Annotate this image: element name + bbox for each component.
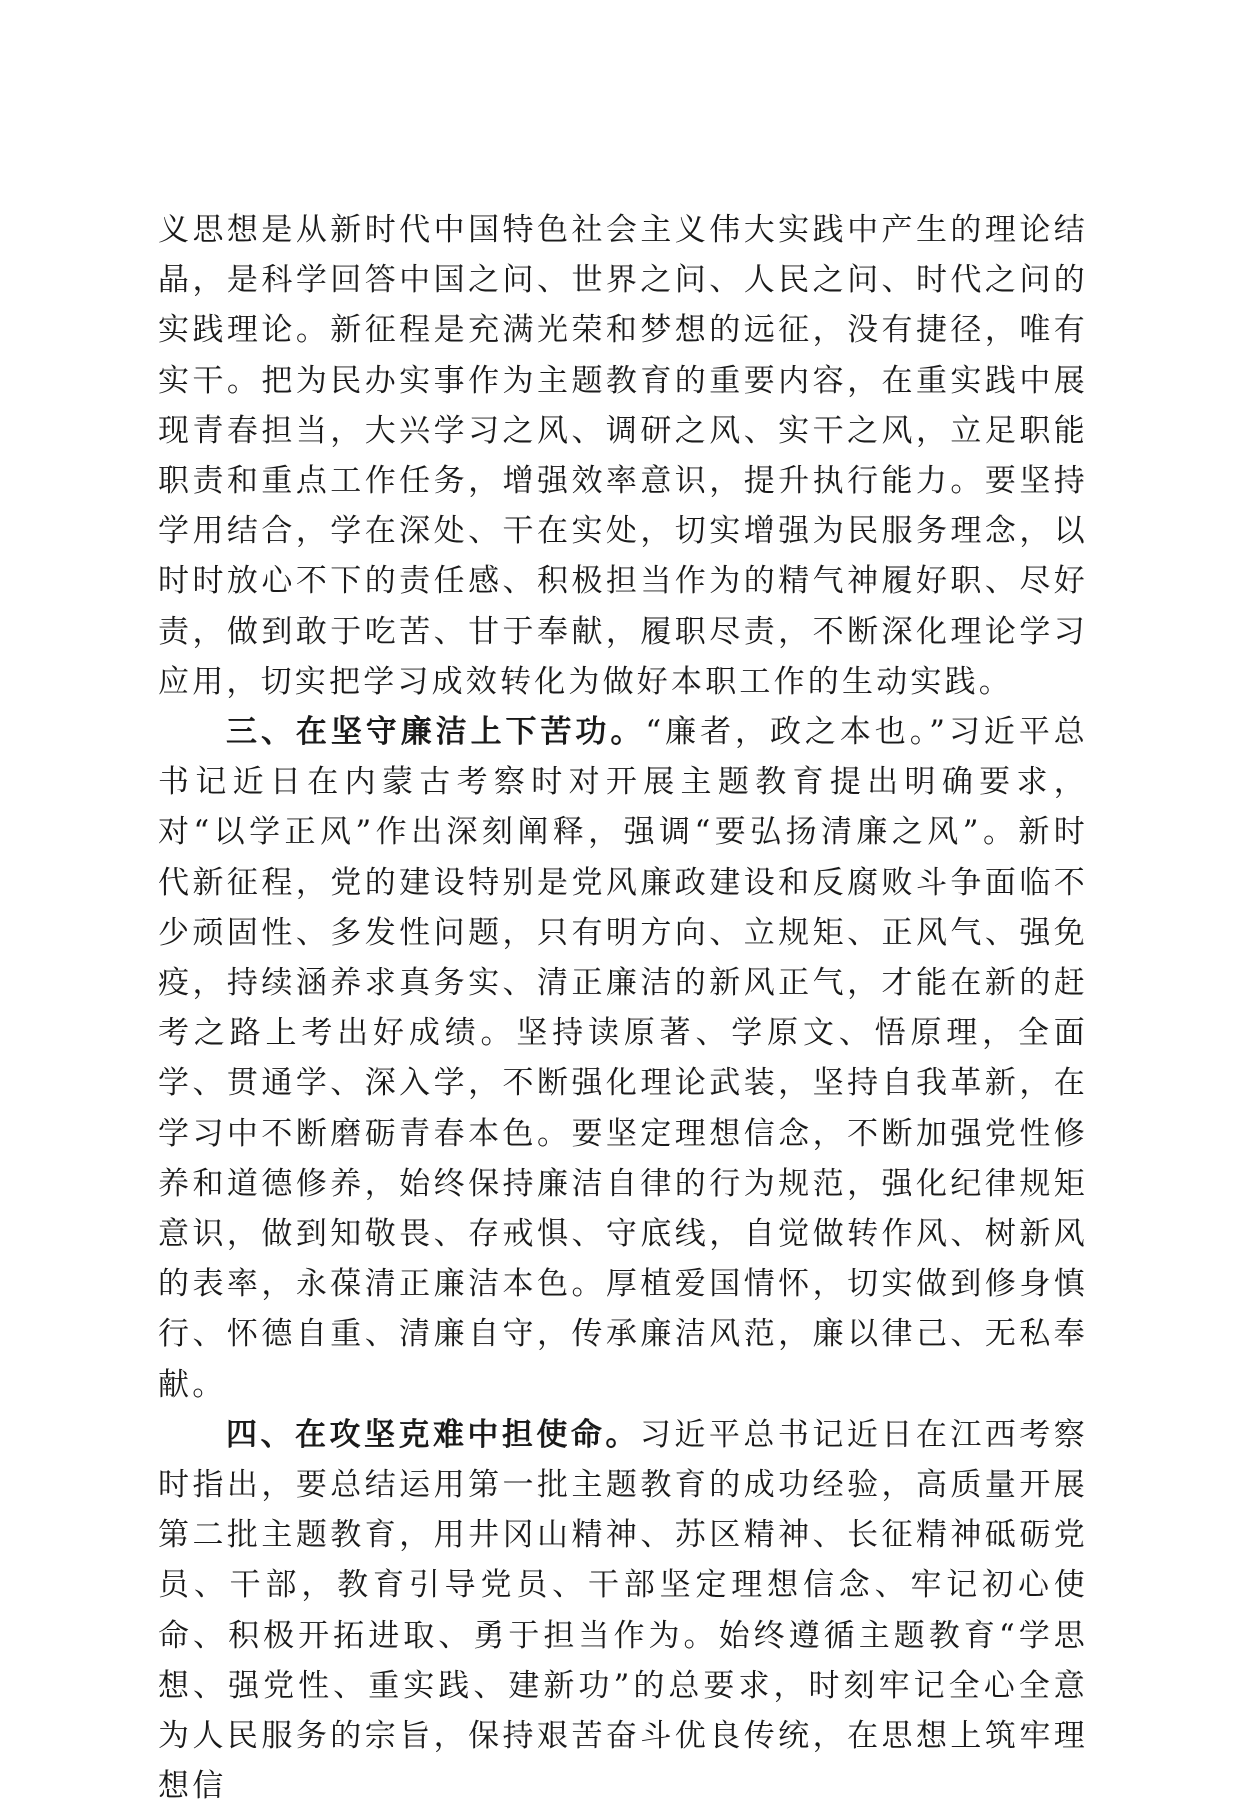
paragraph-body: “廉者，政之本也。”习近平总书记近日在内蒙古考察时对开展主题教育提出明确要求，对“以学正风”作出深刻阐释，强调“要弘扬清廉之风”。新时代新征程，党的建设特别是党风廉政建设和反腐败斗争面临不少顽固性、多发性问题，只有明方向、立规矩、正风气、强免疫，持续涵养求真务实、清正廉洁的新风正气，才能在新的赶考之路上考出好成绩。坚持读原著、学原文、悟原理，全面学、贯通学、深入学，不断强化理论武装，坚持自我革新，在学习中不断磨砺青春本色。要坚定理想信念，不断加强党性修养和道德修养，始终保持廉洁自律的行为规范，强化纪律规矩意识，做到知敬畏、存戒惧、守底线，自觉做转作风、树新风的表率，永葆清正廉洁本色。厚植爱国情怀，切实做到修身慎行、怀德自重、清廉自守，传承廉洁风范，廉以律己、无私奉献。 <box>158 714 1088 1403</box>
document-body <box>158 205 1088 1812</box>
section-heading-four: 四、在攻坚克难中担使命。 <box>226 1416 640 1453</box>
paragraph-continuation <box>158 205 1088 707</box>
section-heading-three: 三、在坚守廉洁上下苦功。 <box>226 714 646 751</box>
paragraph-body: 义思想是从新时代中国特色社会主义伟大实践中产生的理论结晶，是科学回答中国之问、世界之问、人民之问、时代之问的实践理论。新征程是充满光荣和梦想的远征，没有捷径，唯有实干。把为民办实事作为主题教育的重要内容，在重实践中展现青春担当，大兴学习之风、调研之风、实干之风，立足职能职责和重点工作任务，增强效率意识，提升执行能力。要坚持学用结合，学在深处、干在实处，切实增强为民服务理念，以时时放心不下的责任感、积极担当作为的精气神履好职、尽好责，做到敢于吃苦、甘于奉献，履职尽责，不断深化理论学习应用，切实把学习成效转化为做好本职工作的生动实践。 <box>158 212 1088 700</box>
paragraph-body: 习近平总书记近日在江西考察时指出，要总结运用第一批主题教育的成功经验，高质量开展第二批主题教育，用井冈山精神、苏区精神、长征精神砥砺党员、干部，教育引导党员、干部坚定理想信念、牢记初心使命、积极开拓进取、勇于担当作为。始终遵循主题教育“学思想、强党性、重实践、建新功”的总要求，时刻牢记全心全意为人民服务的宗旨，保持艰苦奋斗优良传统，在思想上筑牢理想信 <box>158 1416 1088 1805</box>
paragraph-section-four <box>158 1410 1088 1812</box>
paragraph-section-three <box>158 707 1088 1410</box>
